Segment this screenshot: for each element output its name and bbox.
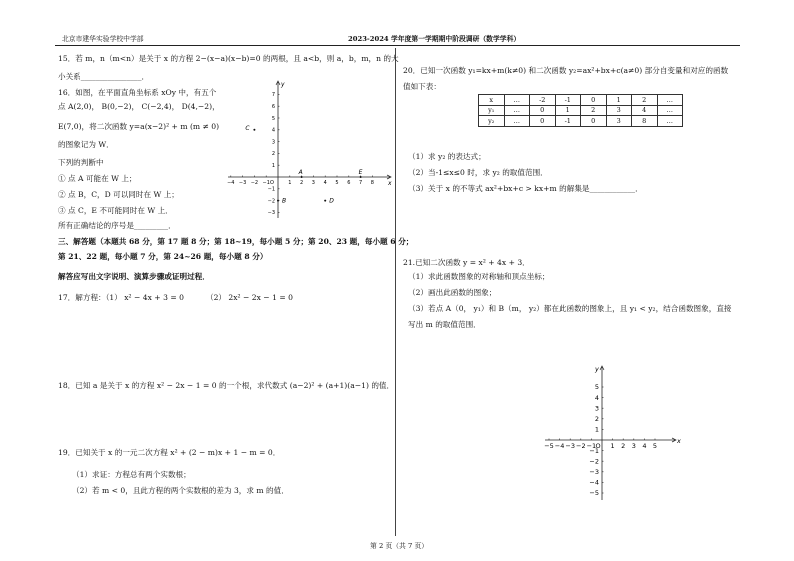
- point-label: B: [282, 197, 287, 205]
- table-cell: x: [479, 95, 505, 106]
- x-tick-label: 7: [359, 180, 363, 186]
- q16-line: E(7,0)，将二次函数 y=a(x−2)² + m (m ≠ 0): [58, 122, 220, 131]
- q16-line: 所有正确结论的序号是_________．: [58, 221, 176, 230]
- x-tick-label: −4: [227, 180, 235, 186]
- y-tick-label: 3: [271, 139, 275, 146]
- x-tick-label: 5: [652, 442, 658, 450]
- q16-line: 的图象记为 W．: [58, 140, 114, 149]
- q16-line: ③ 点 C，E 不可能同时在 W 上．: [58, 206, 173, 215]
- q21-part1: （1）求此函数图象的对称轴和顶点坐标；: [408, 272, 550, 281]
- section3-line2: 第 21、22 题，每小题 7 分，第 24~26 题，每小题 8 分）: [58, 252, 268, 261]
- point-d: [324, 200, 326, 202]
- y-tick-label: 1: [271, 163, 275, 169]
- x-tick-label: −3: [238, 180, 247, 186]
- y-tick-label: −3: [589, 468, 599, 476]
- point-e: [360, 176, 362, 178]
- q19-text: 19．已知关于 x 的一元二次方程 x² + (2 − m)x + 1 − m = 0．: [58, 448, 281, 457]
- x-tick-label: O: [270, 180, 274, 186]
- point-label: D: [329, 197, 334, 205]
- x-tick-label: −2: [576, 442, 586, 450]
- column-divider: [395, 48, 396, 536]
- x-tick-label: 4: [642, 442, 647, 450]
- q20-part3: （3）关于 x 的不等式 ax²+bx+c > kx+m 的解集是____________．: [408, 184, 643, 193]
- table-cell: …: [657, 116, 683, 127]
- table-cell: …: [504, 105, 530, 116]
- q17-part2: （2） 2x² − 2x − 1 = 0: [206, 293, 293, 302]
- q20-value-table: [478, 94, 683, 127]
- q20-line2: 值如下表：: [403, 82, 441, 91]
- x-tick-label: 2: [300, 180, 304, 186]
- table-cell: 1: [606, 95, 632, 106]
- y-axis-label: y: [281, 81, 285, 88]
- table-cell: 0: [530, 105, 556, 116]
- table-cell: 0: [581, 116, 607, 127]
- table-cell: 0: [581, 95, 607, 106]
- school-name: 北京市建华实验学校中学部: [62, 35, 144, 43]
- y-tick-label: 4: [271, 127, 275, 134]
- x-tick-label: −1: [262, 180, 270, 186]
- x-tick-label: 8: [370, 180, 374, 186]
- table-cell: y₂: [479, 116, 505, 127]
- x-tick-label: 2: [621, 442, 626, 450]
- q21-axes: [544, 365, 681, 500]
- table-cell: 3: [606, 116, 632, 127]
- q17-part1: 17．解方程：（1） x² − 4x + 3 = 0: [58, 293, 184, 302]
- x-axis-label: x: [677, 437, 681, 445]
- x-axis-label: x: [388, 180, 392, 187]
- x-tick-label: O: [595, 442, 601, 450]
- q16-line: 点 A(2,0)， B(0,−2)， C(−2,4)， D(4,−2)，: [58, 102, 220, 111]
- y-tick-label: 7: [271, 92, 275, 99]
- q18-text: 18．已知 a 是关于 x 的方程 x² − 2x − 1 = 0 的一个根，求代数式 (a−2)² + (a+1)(a−1) 的值．: [58, 381, 395, 390]
- q21-text: 21.已知二次函数 y = x² + 4x + 3．: [403, 258, 530, 267]
- q21-coordinate-grid: [540, 365, 690, 505]
- q19-part2: （2）若 m < 0，且此方程的两个实数根的差为 3，求 m 的值．: [72, 486, 289, 495]
- q19-part1: （1）求证：方程总有两个实数根；: [72, 470, 191, 479]
- x-tick-label: −3: [565, 442, 575, 450]
- table-cell: …: [657, 95, 683, 106]
- point-a: [301, 176, 303, 178]
- q16-line: 下列的判断中: [58, 158, 104, 167]
- table-cell: 4: [632, 105, 658, 116]
- q16-coordinate-figure: [222, 80, 392, 220]
- y-tick-label: −1: [589, 446, 599, 455]
- table-cell: 8: [632, 116, 658, 127]
- y-tick-label: 4: [594, 393, 599, 402]
- x-tick-label: 3: [631, 442, 636, 450]
- q21-part4: 写出 m 的取值范围．: [408, 320, 481, 329]
- table-row: [479, 116, 683, 127]
- x-tick-label: 6: [347, 180, 351, 186]
- table-cell: 2: [581, 105, 607, 116]
- point-label: E: [358, 169, 363, 176]
- page-number: 第 2 页（共 7 页）: [370, 542, 429, 550]
- table-cell: 3: [606, 105, 632, 116]
- y-axis-label: y: [595, 365, 599, 373]
- y-tick-label: −1: [267, 186, 275, 193]
- q15-line1: 15．若 m，n（m<n）是关于 x 的方程 2−(x−a)(x−b)=0 的两根，且 a<b，则 a，b，m，n 的大: [58, 54, 399, 63]
- q16-line: ② 点 B，C，D 可以同时在 W 上；: [58, 190, 179, 199]
- y-tick-label: 2: [271, 151, 275, 158]
- x-tick-label: −4: [554, 442, 565, 450]
- q21-part2: （2）画出此函数的图象；: [408, 288, 497, 297]
- q20-part2: （2）当-1≤x≤0 时，求 y₂ 的取值范围．: [408, 168, 548, 177]
- y-tick-label: −5: [589, 489, 599, 498]
- header-rule: [55, 45, 740, 46]
- x-tick-label: 1: [610, 442, 615, 450]
- y-tick-label: 2: [594, 415, 599, 423]
- q16-line: 16．如图，在平面直角坐标系 xOy 中，有五个: [58, 88, 217, 97]
- q16-line: ① 点 A 可能在 W 上；: [58, 174, 137, 183]
- point-label: A: [298, 169, 303, 176]
- q20-line1: 20．已知一次函数 y₁=kx+m(k≠0) 和二次函数 y₂=ax²+bx+c(a≠0) 部分自变量和对应的函数: [403, 66, 729, 75]
- table-cell: -1: [555, 116, 581, 127]
- x-tick-label: −2: [250, 180, 259, 186]
- point-c: [253, 129, 255, 131]
- y-tick-label: −2: [589, 457, 599, 466]
- table-cell: …: [504, 95, 530, 106]
- x-tick-label: −1: [586, 442, 597, 450]
- exam-title: 2023-2024 学年度第一学期期中阶段调研（数学学科）: [348, 35, 521, 43]
- table-cell: -2: [530, 95, 556, 106]
- x-tick-label: −5: [544, 442, 554, 450]
- table-cell: 2: [632, 95, 658, 106]
- y-tick-label: 1: [594, 425, 599, 434]
- table-cell: 1: [555, 105, 581, 116]
- x-tick-label: 4: [323, 180, 327, 186]
- point-b: [277, 200, 279, 202]
- answer-instruction: 解答应写出文字说明、演算步骤或证明过程．: [58, 272, 210, 281]
- section3-line1: 三、解答题（本题共 68 分，第 17 题 8 分；第 18~19，每小题 5 分；第 20、23 题，每小题 6 分；: [58, 237, 414, 246]
- table-cell: …: [504, 116, 530, 127]
- table-row: [479, 95, 683, 106]
- table-cell: …: [657, 105, 683, 116]
- x-tick-label: 3: [311, 180, 315, 186]
- q15-line2: 小关系________________．: [58, 72, 150, 81]
- table-row: [479, 105, 683, 116]
- y-tick-label: 5: [594, 383, 599, 392]
- q16-axes: [227, 81, 392, 218]
- table-cell: y₁: [479, 105, 505, 116]
- q20-part1: （1）求 y₂ 的表达式；: [408, 152, 486, 161]
- table-cell: 0: [530, 116, 556, 127]
- table-cell: -1: [555, 95, 581, 106]
- y-tick-label: −4: [589, 478, 599, 487]
- y-tick-label: −2: [267, 198, 275, 205]
- y-tick-label: 3: [594, 404, 599, 413]
- y-tick-label: 6: [271, 104, 275, 110]
- y-tick-label: −3: [267, 210, 275, 217]
- x-tick-label: 5: [335, 180, 339, 186]
- y-tick-label: 5: [271, 115, 275, 122]
- x-tick-label: 1: [288, 180, 292, 186]
- point-label: C: [245, 124, 250, 132]
- q21-part3: （3）若点 A（0， y₁）和 B（m， y₂）都在此函数的图象上，且 y₁ < y₂，结合函数图象，直接: [408, 304, 732, 313]
